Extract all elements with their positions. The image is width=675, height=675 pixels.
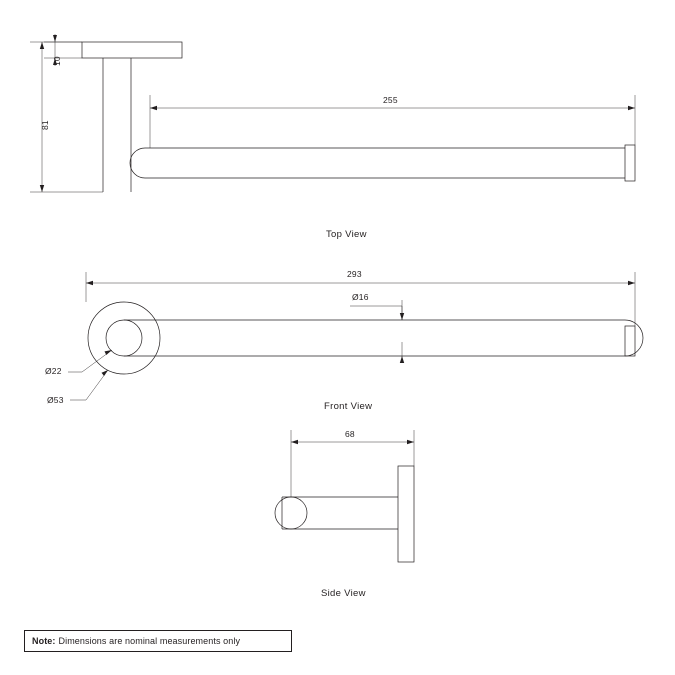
- dimension-label-top-thickness: 10: [52, 56, 62, 66]
- side-view-wall-plate: [398, 466, 414, 562]
- top-view-rail-left-cap: [130, 148, 145, 178]
- front-view-flange-circle: [88, 302, 160, 374]
- front-view-rail-end-cap: [625, 326, 635, 356]
- dimension-label-front-inner-diameter: Ø22: [45, 366, 62, 376]
- top-dim-10-arrow-top: [53, 35, 57, 42]
- dimension-label-front-flange-diameter: Ø53: [47, 395, 64, 405]
- side-dim-68-arrow-left: [291, 440, 298, 444]
- front-dim-16-arrow-bottom: [400, 356, 404, 363]
- front-dim-293-arrow-left: [86, 281, 93, 285]
- dimension-label-top-depth: 81: [40, 120, 50, 130]
- front-view-rail-right-round: [625, 320, 643, 356]
- top-dim-255-arrow-right: [628, 106, 635, 110]
- front-leader-53-arrow: [102, 370, 109, 376]
- top-view-rail-end-cap: [625, 145, 635, 181]
- view-title-side: Side View: [321, 588, 366, 599]
- side-dim-68-arrow-right: [407, 440, 414, 444]
- view-title-top: Top View: [326, 229, 367, 240]
- front-dim-16-arrow-top: [400, 313, 404, 320]
- top-dim-81-arrow-top: [40, 42, 44, 49]
- dimension-label-front-bar-diameter: Ø16: [352, 292, 369, 302]
- top-view-wall-plate: [82, 42, 182, 58]
- top-dim-81-arrow-bottom: [40, 185, 44, 192]
- note-label: Note:: [32, 636, 56, 646]
- side-view-bar-circle: [275, 497, 307, 529]
- dimension-label-front-length: 293: [347, 269, 362, 279]
- view-title-front: Front View: [324, 401, 373, 412]
- dimension-label-top-length: 255: [383, 95, 398, 105]
- note-text: Dimensions are nominal measurements only: [58, 636, 241, 646]
- front-leader-22-arrow: [105, 350, 113, 355]
- dimension-label-side-depth: 68: [345, 429, 355, 439]
- note-box: [24, 630, 292, 652]
- front-dim-293-arrow-right: [628, 281, 635, 285]
- top-dim-255-arrow-left: [150, 106, 157, 110]
